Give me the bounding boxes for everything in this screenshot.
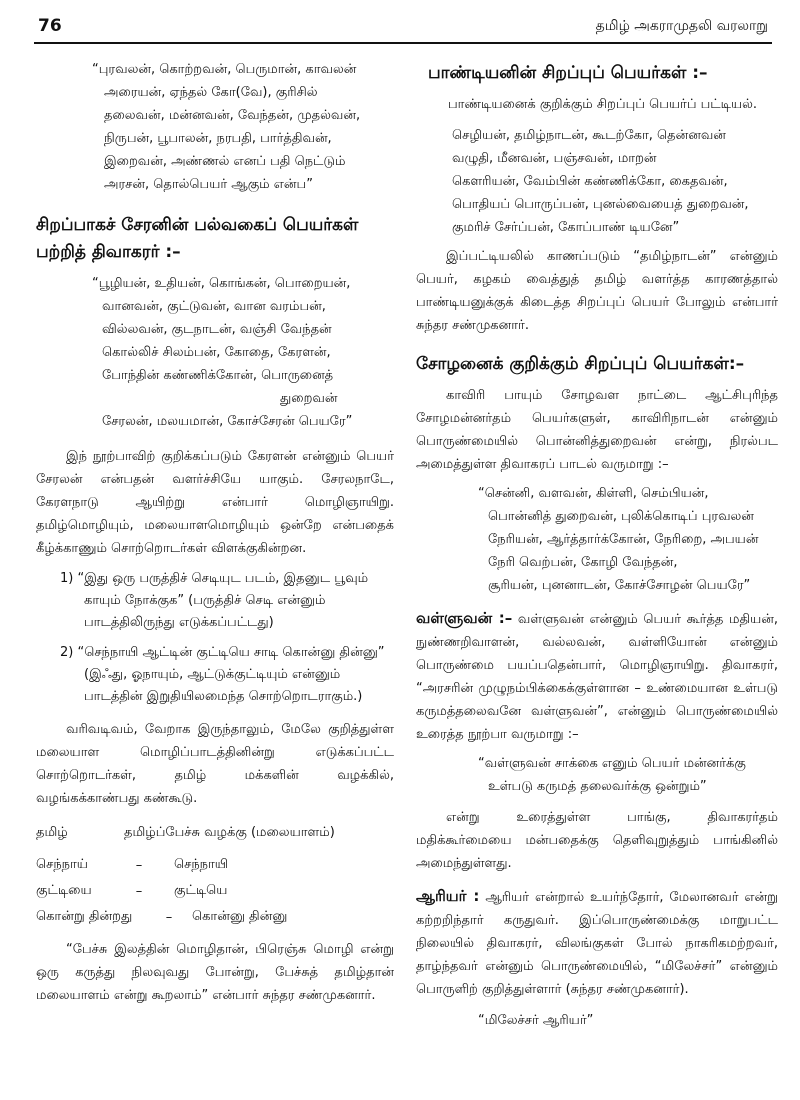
paragraph-tamilnadan: இப்பட்டியலில் காணப்படும் “தமிழ்நாடன்” என்னும் பெயர், கழகம் வைத்துத் தமிழ் வளர்த்த காரணத்தால் பாண்டியனுக்குக் கிடைத்த சிறப்புப் பெயர் போலும் என்பார் சுந்தர சண்முகனார். <box>416 249 778 333</box>
paragraph-keralan: இந் நூற்பாவிற் குறிக்கப்படும் கேரளன் என்னும் பெயர் சேரலன் என்பதன் வளர்ச்சியே யாகும். சேரலநாடே, கேரளநாடு ஆயிற்று என்பார் மொழிஞாயிறு. தமிழ்மொழியும், மலையாளமொழியும் ஒன்றே என்பதைக் கீழ்க்காணும் சொற்றொடர்கள் விளக்குகின்றன. <box>36 449 394 556</box>
verse-line: இறைவன், அண்ணல் எனப் பதி நெட்டும் <box>104 154 346 169</box>
verse-line: கொல்லிச் சிலம்பன், கோதை, கேரளன், <box>102 345 331 360</box>
paragraph-pandya-intro: பாண்டியனைக் குறிக்கும் சிறப்புப் பெயர்ப் பட்டியல். <box>448 97 758 112</box>
table-cell: – <box>135 883 143 899</box>
section-heading-pandya: பாண்டியனின் சிறப்புப் பெயர்கள் :– <box>428 63 708 83</box>
verse-line: நிருபன், பூபாலன், நரபதி, பார்த்திவன், <box>104 131 332 146</box>
verse-line: உள்படு கருமத் தலைவர்க்கு ஒன்றும்” <box>488 779 707 794</box>
verse-line: போந்தின் கண்ணிக்கோன், பொருனைத் <box>102 368 334 383</box>
comparison-table <box>36 820 394 930</box>
verse-pandya-names <box>416 124 778 239</box>
verse-chera-names <box>36 272 394 433</box>
left-column <box>36 52 394 1090</box>
verse-line: பொன்னித் துறைவன், புலிக்கொடிப் புரவலன் <box>488 509 754 524</box>
table-header-malayalam: தமிழ்ப்பேச்சு வழக்கு (மலையாளம்) <box>124 825 335 840</box>
verse-line: நேரி வெற்பன், கோழி வேந்தன், <box>488 555 678 570</box>
verse-king-names <box>36 58 394 196</box>
paragraph-script: வரிவடிவம், வேறாக இருந்தாலும், மேலே குறித்துள்ள மலையாள மொழிப்பாடத்தினின்று எடுக்கப்பட்ட சொற்றொடர்கள், தமிழ் மக்களின் வழக்கில், வழங்கக்காண்பது கண்கூடு. <box>36 722 394 806</box>
verse-line: “வள்ளுவன் சாக்கை எனும் பெயர் மன்னர்க்கு <box>478 756 746 771</box>
example-item-2: 2) “செந்நாயி ஆட்டின் குட்டியெ சாடி கொன்னு தின்னு” (இஃது, ஓநாயும், ஆட்டுக்குட்டியும் என்னும் பாடத்தின் இறுதியிலமைந்த சொற்றொடராகும்.) <box>60 645 385 704</box>
verse-line: குமரிச் சேர்ப்பன், கோப்பாண் டியனே” <box>452 220 680 235</box>
running-title: தமிழ் அகராமுதலி வரலாறு <box>595 18 768 34</box>
section-heading-chera: சிறப்பாகச் சேரனின் பல்வகைப் பெயர்கள் பற்றித் திவாகரர் :– <box>36 215 359 262</box>
verse-line: பொதியப் பொருப்பன், புனல்வையைத் துறைவன், <box>452 197 749 212</box>
verse-line: வில்லவன், குடநாடன், வஞ்சி வேந்தன் <box>102 322 332 337</box>
example-item-1: 1) “இது ஒரு பருத்திச் செடியுட படம், இதனுட பூவும் காயும் நோக்குக” (பருத்திச் செடி என்னும் பாடத்திலிருந்து எடுக்கப்பட்டது) <box>60 571 369 630</box>
verse-line: வானவன், குட்டுவன், வான வரம்பன், <box>102 299 326 314</box>
paragraph-spoken-tamil: “பேச்சு இலத்தின் மொழிதான், பிரெஞ்சு மொழி என்று ஒரு கருத்து நிலவுவது போன்று, பேச்சுத் தமிழ்தான் மலையாளம் என்று கூறலாம்” என்பார் சுந்தர சண்முகனார். <box>36 942 394 1003</box>
table-cell: கொன்னு தின்னு <box>192 909 288 924</box>
table-cell: செந்நாய் <box>36 857 88 872</box>
paragraph-valluvan <box>416 607 778 746</box>
verse-line: துறைவன் <box>280 391 338 406</box>
right-column <box>416 52 778 1090</box>
table-cell: குட்டியை <box>36 883 92 898</box>
verse-line: அரையன், ஏந்தல் கோ(வே), குரிசில் <box>104 85 318 100</box>
verse-line: “புரவலன், கொற்றவன், பெருமான், காவலன் <box>92 62 357 77</box>
verse-line: வழுதி, மீனவன், பஞ்சவன், மாறன் <box>452 151 657 166</box>
table-row <box>36 852 394 878</box>
paragraph-chola-intro: காவிரி பாயும் சோழவள நாட்டை ஆட்சிபுரிந்த சோழமன்னர்தம் பெயர்களுள், காவிரிநாடன் என்னும் பொருண்மையில் பொன்னித்துறைவன் என்று, நிரல்பட அமைத்துள்ள திவாகரப் பாடல் வருமாறு :– <box>416 388 778 472</box>
verse-line: “மிலேச்சர் ஆரியர்” <box>478 1013 594 1028</box>
page-number: 76 <box>38 16 62 36</box>
page-header <box>34 12 772 44</box>
verse-line: “பூழியன், உதியன், கொங்கன், பொறையன், <box>92 276 351 291</box>
verse-line: தலைவன், மன்னவன், வேந்தன், முதல்வன், <box>104 108 361 123</box>
table-cell: – <box>165 909 173 925</box>
verse-line: செழியன், தமிழ்நாடன், கூடற்கோ, தென்னவன் <box>452 128 726 143</box>
verse-line: சூரியன், புனனாடன், கோச்சோழன் பெயரே” <box>488 578 751 593</box>
verse-valluvan <box>416 752 778 798</box>
term-ariyar: ஆரியர் : <box>416 887 480 905</box>
paragraph-valluvan-text: வள்ளுவன் என்னும் பெயர் கூர்த்த மதியன், நுண்ணறிவாளன், வல்லவன், வள்ளியோன் என்னும் பொருண்மை பயப்பதென்பார், மொழிஞாயிறு. திவாகரர், “அரசரின் முழுநம்பிக்கைக்குள்ளான – உண்மையான உள்படு கருமத்தலைவனே வள்ளுவன்”, என்னும் பொருண்மையில் உரைத்த நூற்பா வருமாறு :– <box>416 612 778 742</box>
table-row <box>36 878 394 904</box>
verse-chola-names <box>416 482 778 597</box>
verse-line: கௌரியன், வேம்பின் கண்ணிக்கோ, கைதவன், <box>452 174 728 189</box>
verse-milechar <box>416 1009 778 1032</box>
section-heading-chola: சோழனைக் குறிக்கும் சிறப்புப் பெயர்கள்:– <box>416 354 745 374</box>
table-header-tamil: தமிழ் <box>36 825 68 840</box>
verse-line: நேரியன், ஆர்த்தார்க்கோன், நேரிறை, அபயன் <box>488 532 759 547</box>
paragraph-divakarar: என்று உரைத்துள்ள பாங்கு, திவாகரர்தம் மதிக்கூர்மையை மன்பதைக்கு தெளிவுறுத்தும் பாங்கினில் அமைந்துள்ளது. <box>416 810 778 871</box>
table-header-row <box>36 820 394 846</box>
table-cell: – <box>135 857 143 873</box>
paragraph-ariyar <box>416 885 778 1001</box>
paragraph-ariyar-text: ஆரியர் என்றால் உயர்ந்தோர், மேலானவர் என்று கற்றறிந்தார் கருதுவர். இப்பொருண்மைக்கு மாறுபட்ட நிலையில் திவாகரர், விலங்குகள் போல் நாகரிகமற்றவர், தாழ்ந்தவர் என்னும் பொருண்மையில், “மிலேச்சர்” என்னும் பொருளிற் குறித்துள்ளார் (சுந்தர சண்முகனார்). <box>416 890 778 997</box>
verse-line: சேரலன், மலயமான், கோச்சேரன் பெயரே” <box>102 414 353 429</box>
table-cell: செந்நாயி <box>174 857 229 872</box>
verse-line: அரசன், தொல்பெயர் ஆகும் என்ப” <box>104 177 313 192</box>
table-cell: கொன்று தின்றது <box>36 909 133 924</box>
verse-line: “சென்னி, வளவன், கிள்ளி, செம்பியன், <box>478 486 709 501</box>
table-cell: குட்டியெ <box>174 883 228 898</box>
term-valluvan: வள்ளுவன் :– <box>416 609 513 627</box>
table-row <box>36 904 394 930</box>
